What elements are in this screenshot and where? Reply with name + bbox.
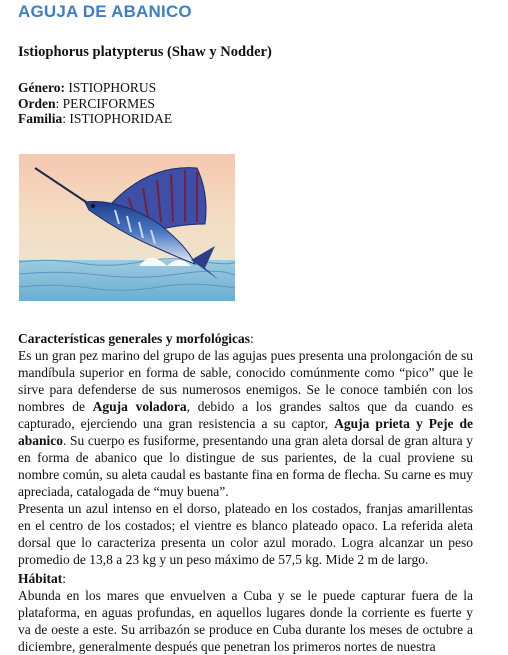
caracteristicas-paragraph-1 [18, 347, 473, 500]
caracteristicas-paragraph-2: Presenta un azul intenso en el dorso, plateado en los costados, franjas amarillentas en el centro de los costados; el vientre es blanco plateado opaco. La referida aleta dorsal que lo caracteriza presenta un color azul morado. Logra alcanzar un peso promedio de 13,8 a 23 kg y un peso máximo de 57,5 kg. Mide 2 m de largo. [18, 501, 473, 567]
genero-value: ISTIOPHORUS [65, 80, 157, 95]
habitat-heading-line [18, 570, 473, 587]
text-run: y [409, 416, 429, 431]
text-run: Es un gran pez marino del grupo de las agujas pues presenta una prolongación de su mandíbula superior en forma de sable, conocido comúnmente como “pico” que le sirve para defenderse de sus numerosos enemigos. Se le conoce también con los nombres de [18, 348, 473, 414]
page-title: AGUJA DE ABANICO [18, 2, 192, 21]
caracteristicas-colon: : [250, 331, 254, 346]
genero-line [18, 80, 172, 96]
habitat-heading: Hábitat [18, 571, 63, 586]
text-run: , debido a los grandes saltos que da cuando es capturado, ejerciendo una gran resistencia a su captor, [18, 399, 473, 431]
caracteristicas-section [18, 330, 473, 568]
familia-line [18, 111, 172, 127]
name-aguja-voladora: Aguja voladora [92, 399, 187, 414]
habitat-paragraph-1: Abunda en los mares que envuelven a Cuba y se le puede capturar fuera de la plataforma, en aguas profundas, en aquellos lugares donde la corriente es fuerte y va de oeste a este. Su arribazón se produce en Cuba durante los meses de octubre a diciembre, generalmente después que penetran los primeros nortes de nuestra [18, 588, 473, 654]
text-run: . Su cuerpo es fusiforme, presentando una gran aleta dorsal de gran altura y en forma de abanico que lo distingue de sus parientes, de la cual proviene su nombre común, su aleta caudal es bastante fina en forma de flecha. Su carne es muy apreciada, catalogada de “muy buena”. [18, 433, 473, 499]
orden-label: Orden [18, 95, 56, 111]
habitat-section [18, 570, 473, 655]
eye [91, 204, 95, 208]
caracteristicas-heading: Características generales y morfológicas [18, 331, 251, 346]
scientific-name: Istiophorus platypterus (Shaw y Nodder) [18, 44, 272, 60]
name-aguja-prieta: Aguja prieta [334, 416, 410, 431]
sailfish-illustration [19, 154, 235, 301]
familia-label: Familia [18, 111, 63, 126]
taxonomy-block [18, 80, 172, 127]
habitat-colon: : [62, 571, 67, 586]
genero-label: Género: [18, 80, 65, 95]
name-peje-de-abanico: Peje de abanico [18, 416, 473, 448]
orden-value: : PERCIFORMES [55, 95, 155, 111]
caracteristicas-heading-line [18, 330, 473, 347]
orden-line [18, 96, 172, 112]
familia-value: : ISTIOPHORIDAE [62, 111, 173, 126]
